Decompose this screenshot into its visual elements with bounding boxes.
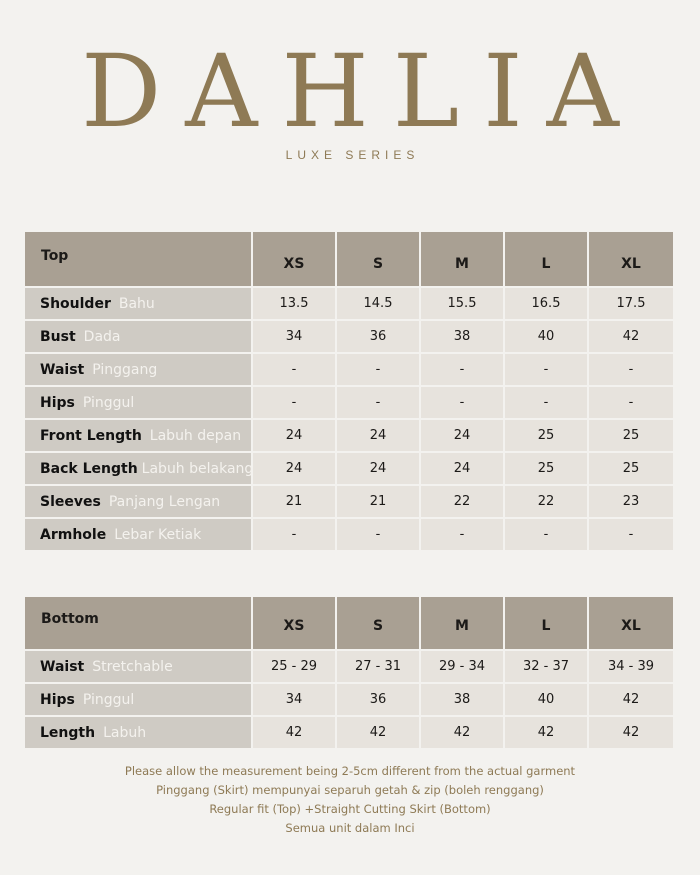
label-malay: Pinggul (82, 691, 135, 708)
table-cell: 42 (421, 717, 505, 750)
table-cell: 42 (337, 717, 421, 750)
table-cell: - (505, 519, 589, 552)
label-english: Waist (40, 658, 85, 675)
size-header-l: L (505, 232, 589, 288)
bottom-table-header-label: Bottom (25, 597, 253, 651)
table-cell: - (253, 519, 337, 552)
label-english: Armhole (40, 526, 107, 543)
table-cell: 23 (589, 486, 673, 519)
table-cell: 32 - 37 (505, 651, 589, 684)
row-label (25, 288, 253, 321)
size-header-m: M (421, 232, 505, 288)
row-label (25, 420, 253, 453)
table-cell: 40 (505, 684, 589, 717)
table-cell: - (421, 519, 505, 552)
table-cell: - (421, 387, 505, 420)
row-label (25, 354, 253, 387)
bottom-table-header-row (25, 597, 673, 651)
table-cell: 34 (253, 684, 337, 717)
table-cell: 34 (253, 321, 337, 354)
label-english: Bust (40, 328, 76, 345)
table-cell: - (421, 354, 505, 387)
table-cell: 40 (505, 321, 589, 354)
table-cell: 27 - 31 (337, 651, 421, 684)
label-english: Front Length (40, 427, 142, 444)
label-english: Waist (40, 361, 85, 378)
table-cell: 38 (421, 684, 505, 717)
size-header-xl: XL (589, 232, 673, 288)
table-row (25, 387, 673, 420)
row-label (25, 651, 253, 684)
brand-title: DAHLIA (81, 33, 643, 150)
table-cell: 24 (421, 420, 505, 453)
table-cell: 42 (589, 321, 673, 354)
table-cell: 25 - 29 (253, 651, 337, 684)
size-header-m: M (421, 597, 505, 651)
size-header-xl: XL (589, 597, 673, 651)
table-cell: 25 (505, 453, 589, 486)
table-cell: 25 (505, 420, 589, 453)
label-malay: Pinggang (92, 361, 158, 378)
row-label (25, 387, 253, 420)
table-cell: 17.5 (589, 288, 673, 321)
label-english: Hips (40, 691, 75, 708)
row-label (25, 684, 253, 717)
table-cell: - (589, 387, 673, 420)
table-cell: 24 (253, 420, 337, 453)
table-cell: 24 (337, 420, 421, 453)
table-cell: 15.5 (421, 288, 505, 321)
table-cell: 16.5 (505, 288, 589, 321)
table-cell: - (253, 354, 337, 387)
label-english: Sleeves (40, 493, 101, 510)
label-english: Shoulder (40, 295, 111, 312)
table-row (25, 651, 673, 684)
table-cell: 24 (337, 453, 421, 486)
top-table-header-row (25, 232, 673, 288)
label-malay: Lebar Ketiak (114, 526, 202, 543)
label-malay: Labuh belakang (141, 460, 254, 477)
label-malay: Labuh (103, 724, 147, 741)
table-cell: - (589, 354, 673, 387)
table-cell: - (337, 387, 421, 420)
table-cell: 29 - 34 (421, 651, 505, 684)
label-malay: Bahu (118, 295, 155, 312)
table-row (25, 354, 673, 387)
table-cell: - (337, 519, 421, 552)
table-cell: 34 - 39 (589, 651, 673, 684)
table-row (25, 684, 673, 717)
label-english: Length (40, 724, 96, 741)
top-table-header-label: Top (25, 232, 253, 288)
label-malay: Dada (83, 328, 121, 345)
table-cell: - (505, 387, 589, 420)
table-cell: 42 (505, 717, 589, 750)
brand-subtitle: LUXE SERIES (285, 148, 420, 162)
table-cell: 36 (337, 321, 421, 354)
table-row (25, 420, 673, 453)
bottom-size-table (25, 597, 673, 750)
table-cell: 25 (589, 420, 673, 453)
row-label (25, 453, 253, 486)
note-line: Semua unit dalam Inci (285, 821, 415, 835)
table-cell: 14.5 (337, 288, 421, 321)
row-label (25, 519, 253, 552)
table-cell: 25 (589, 453, 673, 486)
table-cell: 22 (505, 486, 589, 519)
table-cell: 42 (589, 717, 673, 750)
size-header-xs: XS (253, 597, 337, 651)
table-cell: 24 (253, 453, 337, 486)
top-size-table (25, 232, 673, 552)
table-row (25, 288, 673, 321)
table-cell: 36 (337, 684, 421, 717)
table-row (25, 519, 673, 552)
note-line: Regular fit (Top) +Straight Cutting Skirt (Bottom) (209, 802, 491, 816)
table-row (25, 453, 673, 486)
label-malay: Panjang Lengan (108, 493, 221, 510)
table-row (25, 717, 673, 750)
table-cell: 21 (253, 486, 337, 519)
table-cell: 38 (421, 321, 505, 354)
table-cell: 22 (421, 486, 505, 519)
table-cell: 42 (253, 717, 337, 750)
table-cell: - (337, 354, 421, 387)
table-cell: 42 (589, 684, 673, 717)
size-header-s: S (337, 597, 421, 651)
table-cell: - (589, 519, 673, 552)
table-cell: - (253, 387, 337, 420)
size-header-xs: XS (253, 232, 337, 288)
table-cell: 24 (421, 453, 505, 486)
label-english: Back Length (40, 460, 138, 477)
table-cell: 21 (337, 486, 421, 519)
label-english: Hips (40, 394, 75, 411)
size-header-l: L (505, 597, 589, 651)
note-line: Please allow the measurement being 2-5cm different from the actual garment (124, 764, 576, 778)
label-malay: Labuh depan (149, 427, 242, 444)
notes-block (0, 762, 700, 838)
table-row (25, 321, 673, 354)
row-label (25, 321, 253, 354)
row-label (25, 486, 253, 519)
label-malay: Stretchable (92, 658, 173, 675)
table-cell: - (505, 354, 589, 387)
size-header-s: S (337, 232, 421, 288)
label-malay: Pinggul (82, 394, 135, 411)
note-line: Pinggang (Skirt) mempunyai separuh getah & zip (boleh renggang) (156, 783, 544, 797)
row-label (25, 717, 253, 750)
table-cell: 13.5 (253, 288, 337, 321)
table-row (25, 486, 673, 519)
